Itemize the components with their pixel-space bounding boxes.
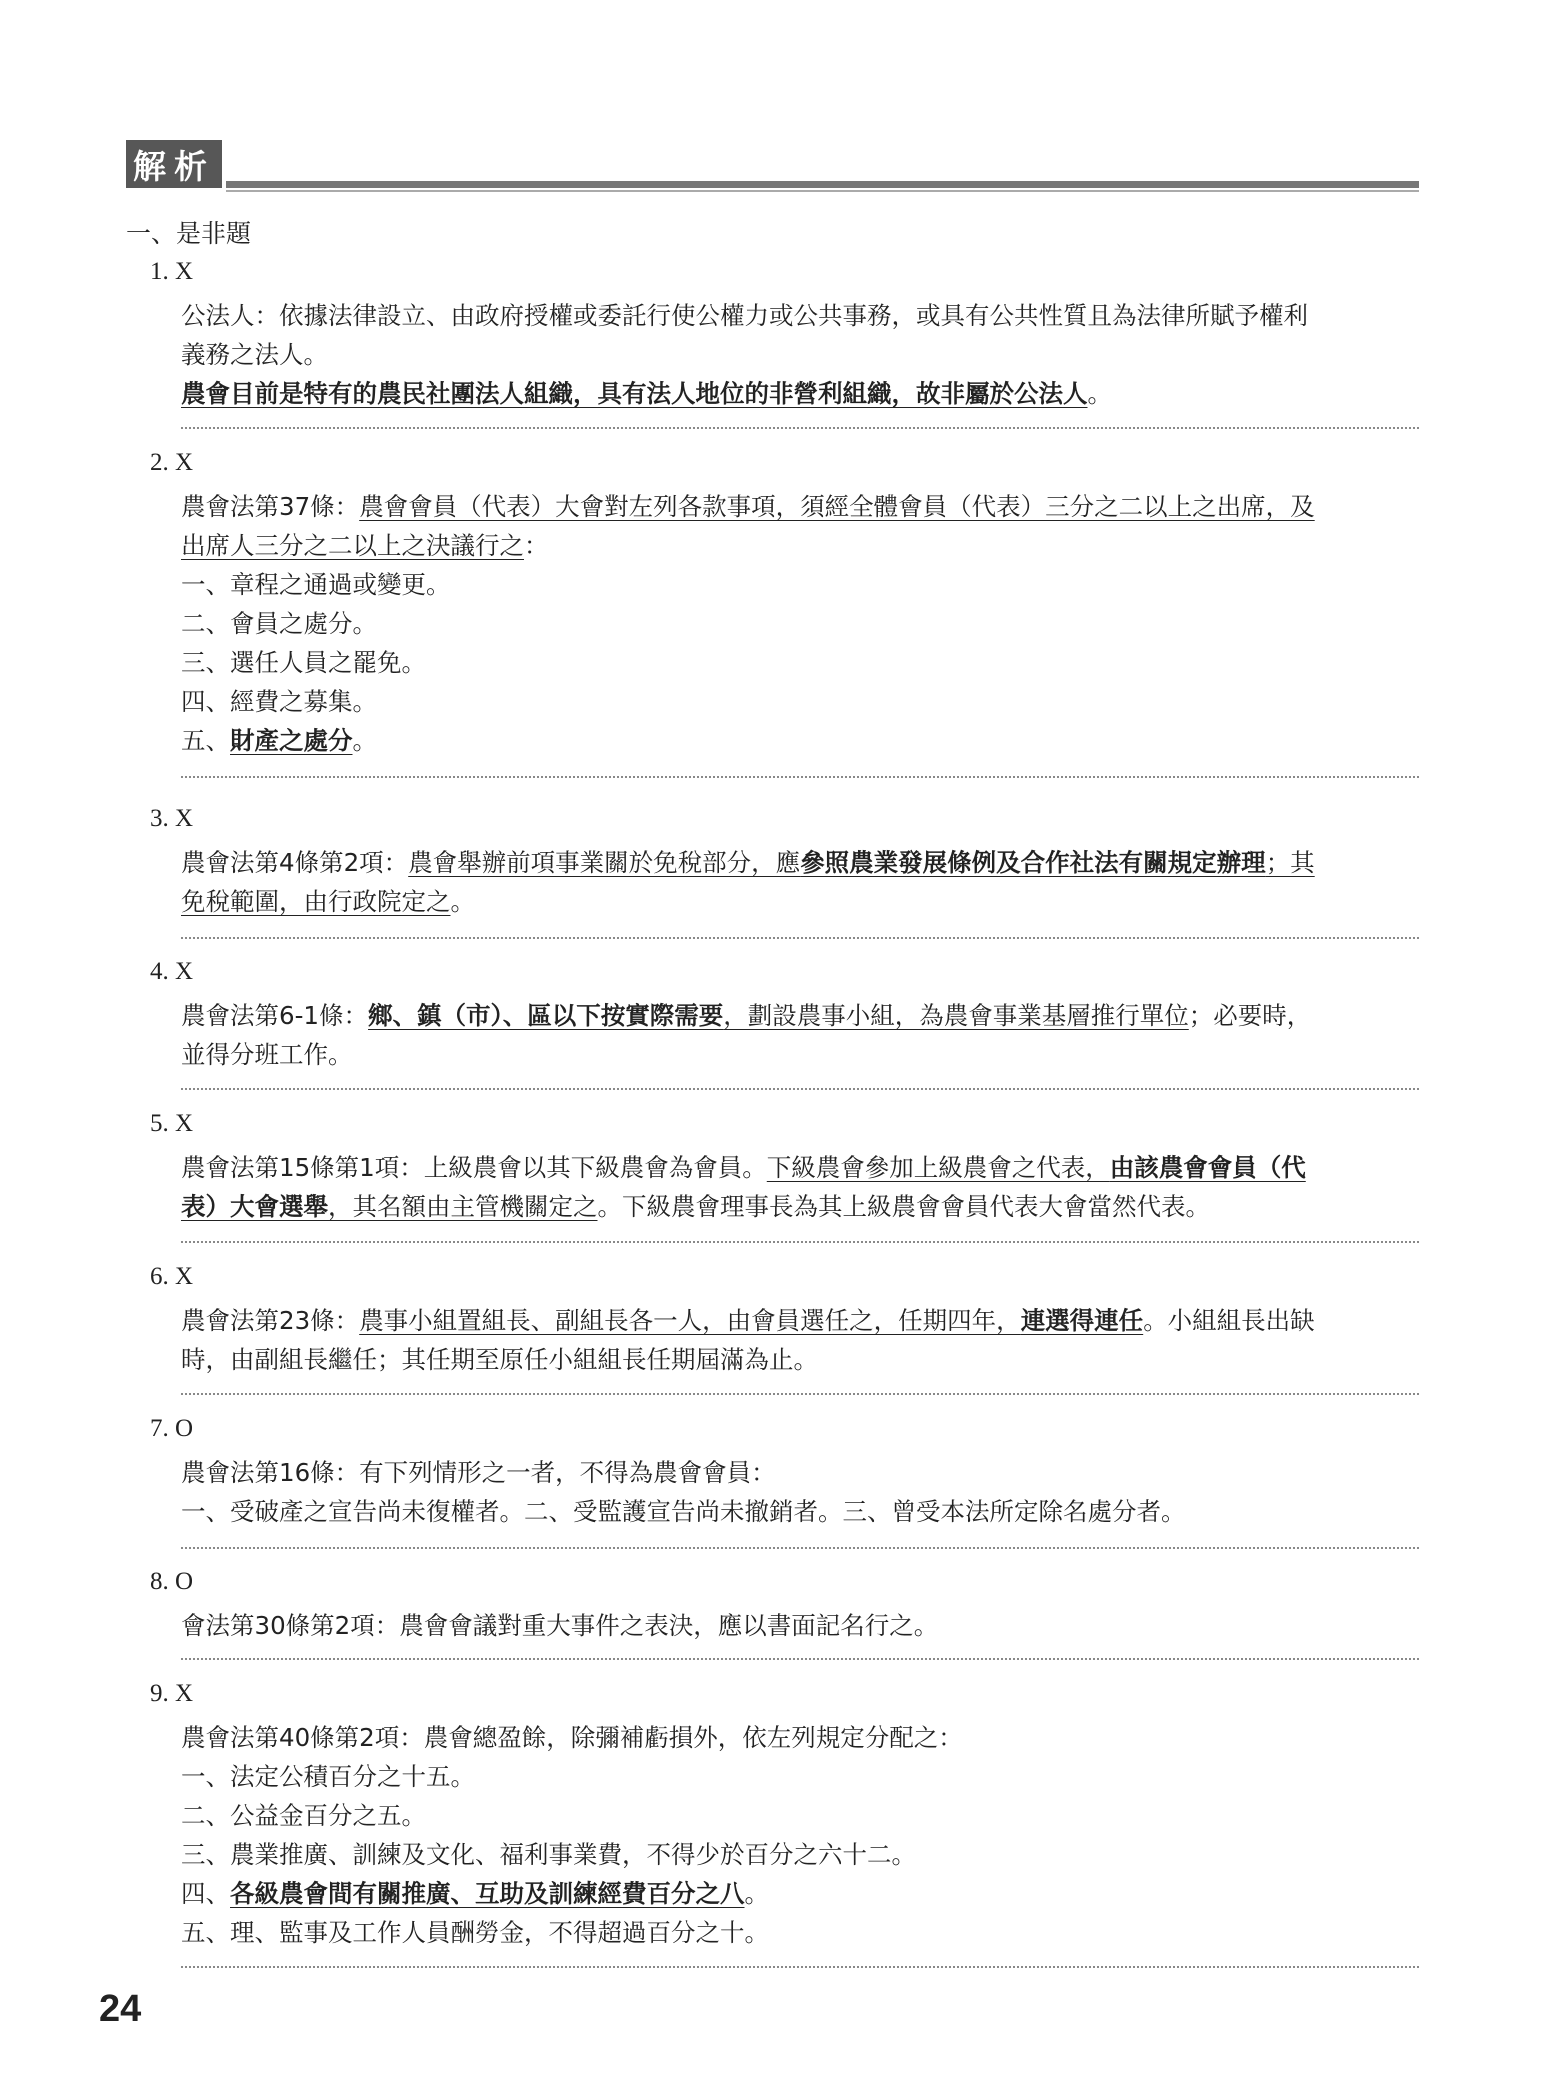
- dotted-separator: [181, 427, 1419, 429]
- list-item: 三、選任人員之罷免。: [181, 648, 426, 677]
- underlined-text: ；其: [1265, 848, 1315, 877]
- text-line: 並得分班工作。: [181, 1040, 353, 1069]
- text-line: [181, 1301, 1419, 1340]
- list-item: 四、經費之募集。: [181, 687, 377, 716]
- law-citation: 農會法第23條：: [181, 1306, 360, 1335]
- text-line: [181, 843, 1419, 882]
- list-item: 一、章程之通過或變更。: [181, 570, 451, 599]
- question-number: 1. X: [150, 258, 194, 285]
- list-item: [181, 1874, 1419, 1913]
- header-label: 解析: [126, 140, 222, 188]
- text-line: [181, 1187, 1419, 1226]
- list-item: 五、理、監事及工作人員酬勞金，不得超過百分之十。: [181, 1918, 769, 1947]
- dotted-separator: [181, 1241, 1419, 1243]
- list-item: 二、公益金百分之五。: [181, 1801, 426, 1830]
- text-fragment: 。: [352, 726, 377, 755]
- question-explanation: [181, 1148, 1419, 1226]
- underlined-text: 免稅範圍，由行政院定之: [181, 887, 451, 916]
- key-point: 由該農會會員（代: [1109, 1153, 1306, 1182]
- underlined-text: ，其名額由主管機關定之: [328, 1192, 598, 1221]
- text-fragment: ；必要時，: [1188, 1001, 1312, 1030]
- law-citation: 農會法第15條第1項：上級農會以其下級農會為會員。: [181, 1153, 767, 1182]
- text-line: 時，由副組長繼任；其任期至原任小組組長任期屆滿為止。: [181, 1345, 818, 1374]
- page-number: 24: [99, 1988, 142, 2030]
- question-number: 5. X: [150, 1110, 194, 1137]
- underlined-text: 農事小組置組長、副組長各一人，由會員選任之，任期四年，: [359, 1306, 1021, 1335]
- key-point: 鄉、鎮（市）、區以下按實際需要: [368, 1001, 724, 1030]
- text-line: [181, 374, 1419, 413]
- header-rule-thin: [226, 190, 1419, 192]
- text-line: 一、受破產之宣告尚未復權者。二、受監護宣告尚未撤銷者。三、曾受本法所定除名處分者。: [181, 1497, 1186, 1526]
- dotted-separator: [181, 1658, 1419, 1660]
- key-point: 表）大會選舉: [181, 1192, 328, 1221]
- dotted-separator: [181, 1966, 1419, 1968]
- underlined-text: ，劃設農事小組，為農會事業基層推行單位: [723, 1001, 1189, 1030]
- question-explanation: [181, 1718, 1419, 1952]
- dotted-separator: [181, 937, 1419, 939]
- text-fragment: 。: [1087, 379, 1112, 408]
- section-title: 一、是非題: [126, 219, 252, 248]
- text-line: 農會法第16條：有下列情形之一者，不得為農會會員：: [181, 1458, 776, 1487]
- list-item: [181, 721, 1419, 760]
- question-explanation: [181, 1301, 1419, 1379]
- text-fragment: 五、: [181, 726, 230, 755]
- question-explanation: [181, 996, 1419, 1074]
- text-line: 公法人：依據法律設立、由政府授權或委託行使公權力或公共事務，或具有公共性質且為法律所賦予權利: [181, 301, 1308, 330]
- text-line: [181, 882, 1419, 921]
- text-line: [181, 1148, 1419, 1187]
- dotted-separator: [181, 776, 1419, 778]
- key-point: 各級農會間有關推廣、互助及訓練經費百分之八: [230, 1879, 745, 1908]
- underlined-text: 出席人三分之二以上之決議行之: [181, 531, 524, 560]
- question-explanation: [181, 296, 1419, 413]
- question-number: 7. O: [150, 1415, 194, 1442]
- underlined-text: 下級農會參加上級農會之代表，: [766, 1153, 1110, 1182]
- text-line: 會法第30條第2項：農會會議對重大事件之表決，應以書面記名行之。: [181, 1611, 939, 1640]
- underlined-text: 農會舉辦前項事業關於免稅部分，應: [408, 848, 801, 877]
- dotted-separator: [181, 1547, 1419, 1549]
- text-line: 義務之法人。: [181, 340, 328, 369]
- key-point: 農會目前是特有的農民社團法人組織，具有法人地位的非營利組織，故非屬於公法人: [181, 379, 1088, 408]
- dotted-separator: [181, 1088, 1419, 1090]
- dotted-separator: [181, 1393, 1419, 1395]
- law-citation: 農會法第6-1條：: [181, 1001, 369, 1030]
- key-point: 連選得連任: [1020, 1306, 1144, 1335]
- header-rule: [226, 181, 1419, 188]
- text-line: 農會法第40條第2項：農會總盈餘，除彌補虧損外，依左列規定分配之：: [181, 1723, 963, 1752]
- section-header: [126, 140, 1419, 190]
- question-number: 2. X: [150, 449, 194, 476]
- question-number: 9. X: [150, 1680, 194, 1707]
- question-explanation: [181, 487, 1419, 760]
- text-fragment: ：: [524, 531, 549, 560]
- list-item: 一、法定公積百分之十五。: [181, 1762, 475, 1791]
- text-fragment: 。下級農會理事長為其上級農會會員代表大會當然代表。: [597, 1192, 1210, 1221]
- list-item: 二、會員之處分。: [181, 609, 377, 638]
- question-number: 4. X: [150, 958, 194, 985]
- text-fragment: 。小組組長出缺: [1143, 1306, 1315, 1335]
- question-number: 3. X: [150, 805, 194, 832]
- text-fragment: 。: [450, 887, 475, 916]
- text-fragment: 四、: [181, 1879, 230, 1908]
- law-citation: 農會法第37條：: [181, 492, 360, 521]
- list-item: 三、農業推廣、訓練及文化、福利事業費，不得少於百分之六十二。: [181, 1840, 916, 1869]
- text-fragment: 。: [744, 1879, 769, 1908]
- question-explanation: [181, 843, 1419, 921]
- text-line: [181, 526, 1419, 565]
- underlined-text: 農會會員（代表）大會對左列各款事項，須經全體會員（代表）三分之二以上之出席，及: [359, 492, 1315, 521]
- text-line: [181, 487, 1419, 526]
- law-citation: 農會法第4條第2項：: [181, 848, 409, 877]
- text-line: [181, 996, 1419, 1035]
- question-number: 8. O: [150, 1568, 194, 1595]
- question-explanation: [181, 1606, 1419, 1645]
- key-point: 財產之處分: [230, 726, 353, 755]
- question-number: 6. X: [150, 1263, 194, 1290]
- key-point: 參照農業發展條例及合作社法有關規定辦理: [800, 848, 1266, 877]
- question-explanation: [181, 1453, 1419, 1531]
